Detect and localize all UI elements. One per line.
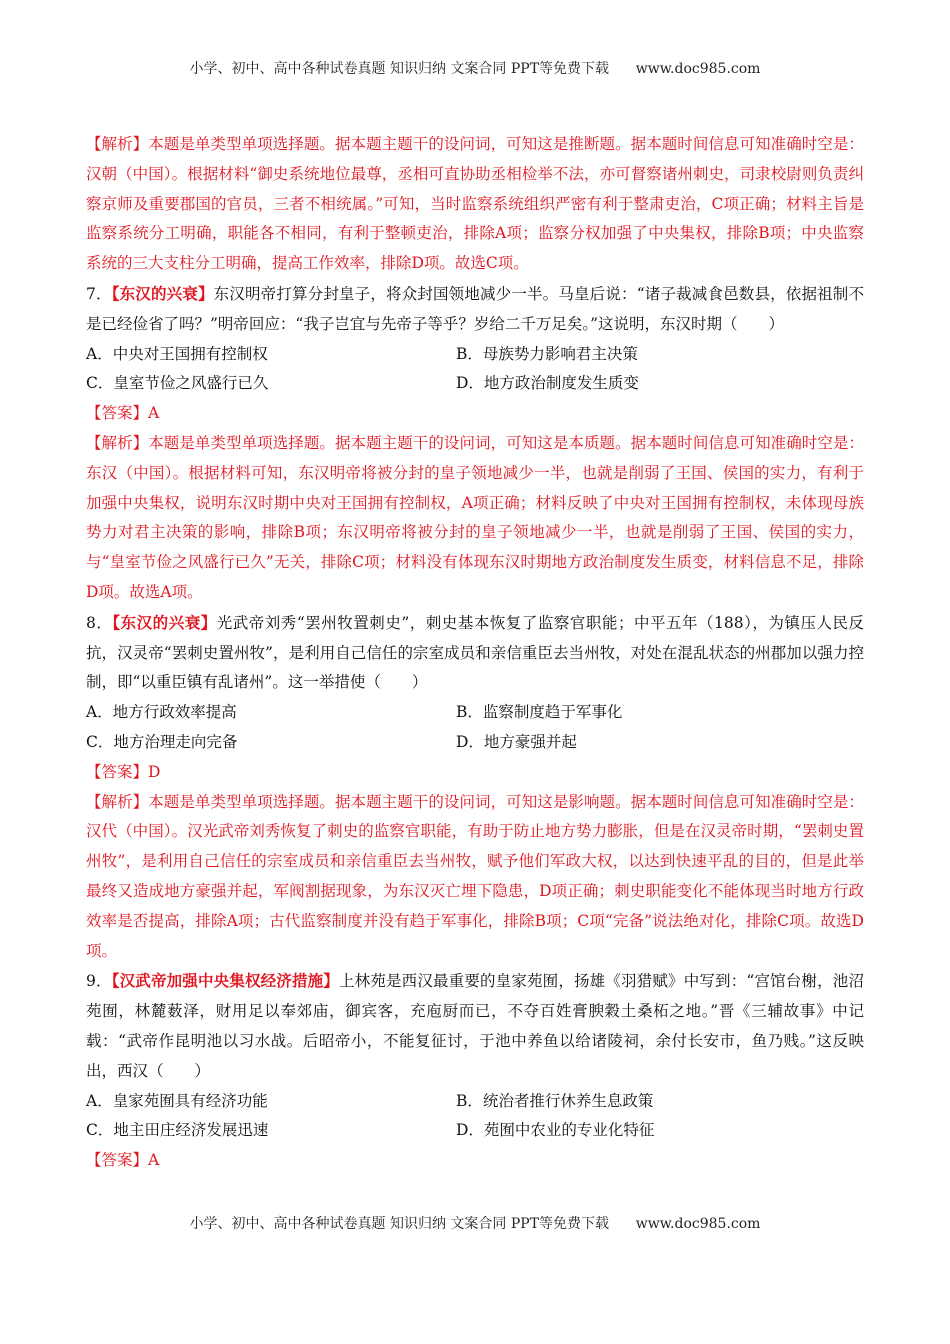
q8-analysis-text: 本题是单类型单项选择题。据本题主题干的设问词，可知这是影响题。据本题时间信息可知准确时空是：汉代（中国）。汉光武帝刘秀恢复了刺史的监察官职能，有助于防止地方势力膨胀，但是在汉灵帝时期，“罢刺史置州牧”，是利用自己信任的宗室成员和亲信重臣去当州牧，赋予他们军政大权，以达到快速平乱的目的，但是此举最终又造成地方豪强并起，军阀割据现象，为东汉灭亡埋下隐患，D项正确；刺史职能变化不能体现当时地方行政效率是否提高，排除A项；古代监察制度并没有趋于军事化，排除B项；C项“完备”说法绝对化，排除C项。故选D项。 [86,792,864,960]
q9-stem-text: 上林苑是西汉最重要的皇家苑囿，扬雄《羽猎赋》中写到：“宫馆台榭，池沼苑囿，林麓薮泽，财用足以奉郊庙，御宾客，充庖厨而已，不夺百姓膏腴穀土桑柘之地。”晋《三辅故事》中记载：“武帝作昆明池以习水战。后昭帝小，不能复征讨，于池中养鱼以给诸陵祠，余付长安市，鱼乃贱。”这反映出，西汉（ ） [86,972,864,1080]
q7-analysis [86,429,864,608]
q9-answer-label: 【答案】 [86,1151,149,1170]
q8-option-d: D．地方豪强并起 [456,732,577,751]
q7-option-a: A．中央对王国拥有控制权 [86,344,268,363]
q8-option-a: A．地方行政效率提高 [86,703,237,722]
q8-stem-text: 光武帝刘秀“罢州牧置刺史”，刺史基本恢复了监察官职能；中平五年（188），为镇压人民反抗，汉灵帝“罢刺史置州牧”，是利用自己信任的宗室成员和亲信重臣去当州牧，对处在混乱状态的州郡加以强力控制，即“以重臣镇有乱诸州”。这一举措使（ ） [86,613,864,692]
q9-answer [86,1146,864,1176]
q7-options [86,340,864,400]
page-header [0,58,950,78]
q6-analysis-label: 【解析】 [86,135,149,153]
q9-stem [86,966,864,1086]
q8-analysis [86,788,864,967]
q9-answer-value: A [148,1151,160,1170]
q8-topic-tag: 【东汉的兴衰】 [112,612,217,632]
q7-answer-value: A [148,404,160,423]
footer-text: 小学、初中、高中各种试卷真题 知识归纳 文案合同 PPT等免费下载 [189,1216,610,1232]
q8-option-b: B．监察制度趋于军事化 [456,703,623,722]
header-text: 小学、初中、高中各种试卷真题 知识归纳 文案合同 PPT等免费下载 [189,61,610,77]
q8-answer-value: D [148,762,161,781]
q7-stem-text: 东汉明帝打算分封皇子，将众封国领地减少一半。马皇后说：“诸子裁减食邑数县，依据祖制不是已经俭省了吗？”明帝回应：“我子岂宜与先帝子等乎？岁给二千万足矣。”这说明，东汉时期（ ） [86,284,864,333]
q7-stem [86,279,864,340]
header-url[interactable]: www.doc985.com [635,61,761,77]
q7-option-b: B．母族势力影响君主决策 [456,344,638,363]
q8-number: 8． [86,613,113,632]
q9-option-a: A．皇家苑囿具有经济功能 [86,1091,268,1110]
q8-analysis-label: 【解析】 [86,792,149,811]
page-footer [0,1213,950,1233]
q9-option-c: C．地主田庄经济发展迅速 [86,1121,269,1140]
q6-analysis [86,130,864,279]
q7-option-d: D．地方政治制度发生质变 [456,374,639,393]
page-content [86,130,864,1176]
q7-topic-tag: 【东汉的兴衰】 [111,283,214,303]
q9-option-b: B．统治者推行休养生息政策 [456,1091,654,1110]
q7-option-c: C．皇室节俭之风盛行已久 [86,374,269,393]
q7-answer [86,399,864,429]
q9-topic-tag: 【汉武帝加强中央集权经济措施】 [111,971,339,991]
q7-number: 7． [86,284,112,303]
q7-answer-label: 【答案】 [86,404,149,423]
q6-analysis-text: 本题是单类型单项选择题。据本题主题干的设问词，可知这是推断题。据本题时间信息可知准确时空是：汉朝（中国）。根据材料“御史系统地位最尊，丞相可直协助丞相检举不法，亦可督察诸州刺史，司隶校尉则负责纠察京师及重要郡国的官员，三者不相统属。”可知，当时监察系统组织严密有利于整肃吏治，C项正确；材料主旨是监察系统分工明确，职能各不相同，有利于整顿吏治，排除A项；监察分权加强了中央集权，排除B项；中央监察系统的三大支柱分工明确，提高工作效率，排除D项。故选C项。 [86,135,864,273]
q8-options [86,698,864,758]
q7-analysis-text: 本题是单类型单项选择题。据本题主题干的设问词，可知这是本质题。据本题时间信息可知准确时空是：东汉（中国）。根据材料可知，东汉明帝将被分封的皇子领地减少一半，也就是削弱了王国、侯国的实力，有利于加强中央集权，说明东汉时期中央对王国拥有控制权，A项正确；材料反映了中央对王国拥有控制权，未体现母族势力对君主决策的影响，排除B项；东汉明帝将被分封的皇子领地减少一半，也就是削弱了王国、侯国的实力，与“皇室节俭之风盛行已久”无关，排除C项；材料没有体现东汉时期地方政治制度发生质变，材料信息不足，排除D项。故选A项。 [86,433,864,601]
q8-answer-label: 【答案】 [86,762,149,781]
q8-option-c: C．地方治理走向完备 [86,732,238,751]
q8-answer [86,758,864,788]
q9-number: 9． [86,972,112,991]
q9-option-d: D．苑囿中农业的专业化特征 [456,1121,655,1140]
q9-options [86,1087,864,1147]
footer-url[interactable]: www.doc985.com [635,1216,761,1232]
q7-analysis-label: 【解析】 [86,433,149,452]
q8-stem [86,608,864,698]
